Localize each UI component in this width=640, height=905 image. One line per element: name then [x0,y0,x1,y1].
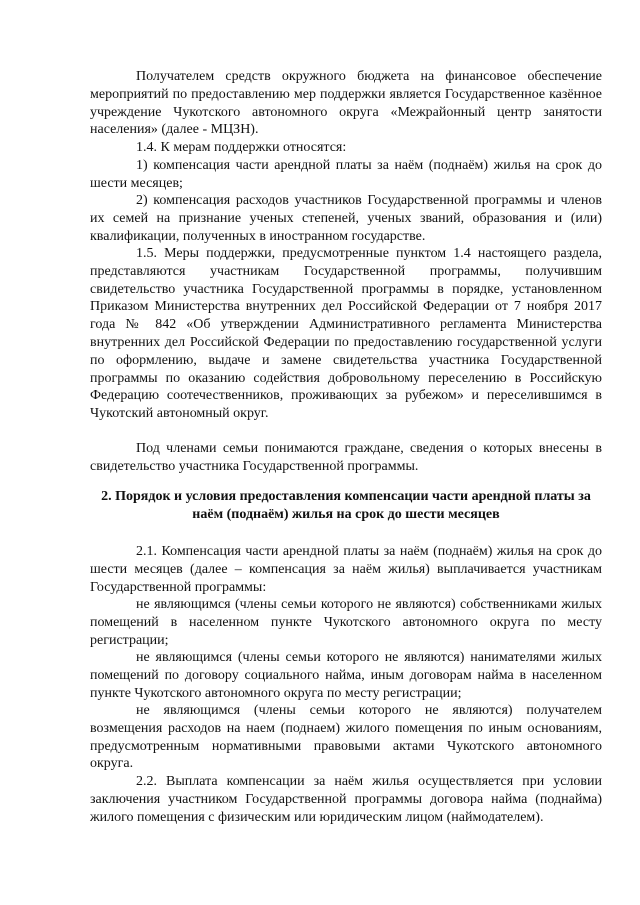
paragraph-1-5: 1.5. Меры поддержки, предусмотренные пунктом 1.4 настоящего раздела, представляются участникам Государственной программы, получившим свидетельство участника Государственной программы в порядке, установленном Приказом Министерства внутренних дел Российской Федерации от 7 ноября 2017 года № 842 «Об утверждении Административного регламента Министерства внутренних дел Российской Федерации по предоставлению государственной услуги по оформлению, выдаче и замене свидетельства участника Государственной программы по оказанию содействия добровольному переселению в Российскую Федерацию соотечественников, проживающих за рубежом» и переселившимся в Чукотский автономный округ. [90,246,602,422]
paragraph-2-2: 2.2. Выплата компенсации за наём жилья осуществляется при условии заключения участником Государственной программы договора найма (поднайма) жилого помещения с физическим или юридическим лицом (наймодателем). [90,774,602,825]
paragraph-condition-2: не являющимся (члены семьи которого не являются) нанимателями жилых помещений по договору социального найма, иным договорам найма в населенном пункте Чукотского автономного округа по месту регистрации; [90,650,602,701]
paragraph-condition-1: не являющимся (члены семьи которого не являются) собственниками жилых помещений в населенном пункте Чукотского автономного округа по месту регистрации; [90,597,602,648]
section-heading: 2. Порядок и условия предоставления компенсации части арендной платы за наём (поднаём) жилья на срок до шести месяцев [101,489,591,522]
paragraph-recipient: Получателем средств окружного бюджета на финансовое обеспечение мероприятий по предоставлению мер поддержки является Государственное казённое учреждение Чукотского автономного округа «Межрайонный центр занятости населения» (далее - МЦЗН). [90,69,602,138]
paragraph-measure-2: 2) компенсация расходов участников Государственной программы и членов их семей на признание ученых степеней, ученых званий, образования и (или) квалификации, полученных в иностранном государстве. [90,193,602,244]
paragraph-2-1: 2.1. Компенсация части арендной платы за наём (поднаём) жилья на срок до шести месяцев (далее – компенсация за наём жилья) выплачивается участникам Государственной программы: [90,544,602,595]
paragraph-condition-3: не являющимся (члены семьи которого не являются) получателем возмещения расходов на наем (поднаем) жилого помещения по иным основаниям, предусмотренным нормативными правовыми актами Чукотского автономного округа. [90,703,602,772]
paragraph-family-members: Под членами семьи понимаются граждане, сведения о которых внесены в свидетельство участника Государственной программы. [90,441,602,474]
paragraph-measure-1: 1) компенсация части арендной платы за наём (поднаём) жилья на срок до шести месяцев; [90,158,602,191]
paragraph-1-4: 1.4. К мерам поддержки относятся: [136,140,347,155]
